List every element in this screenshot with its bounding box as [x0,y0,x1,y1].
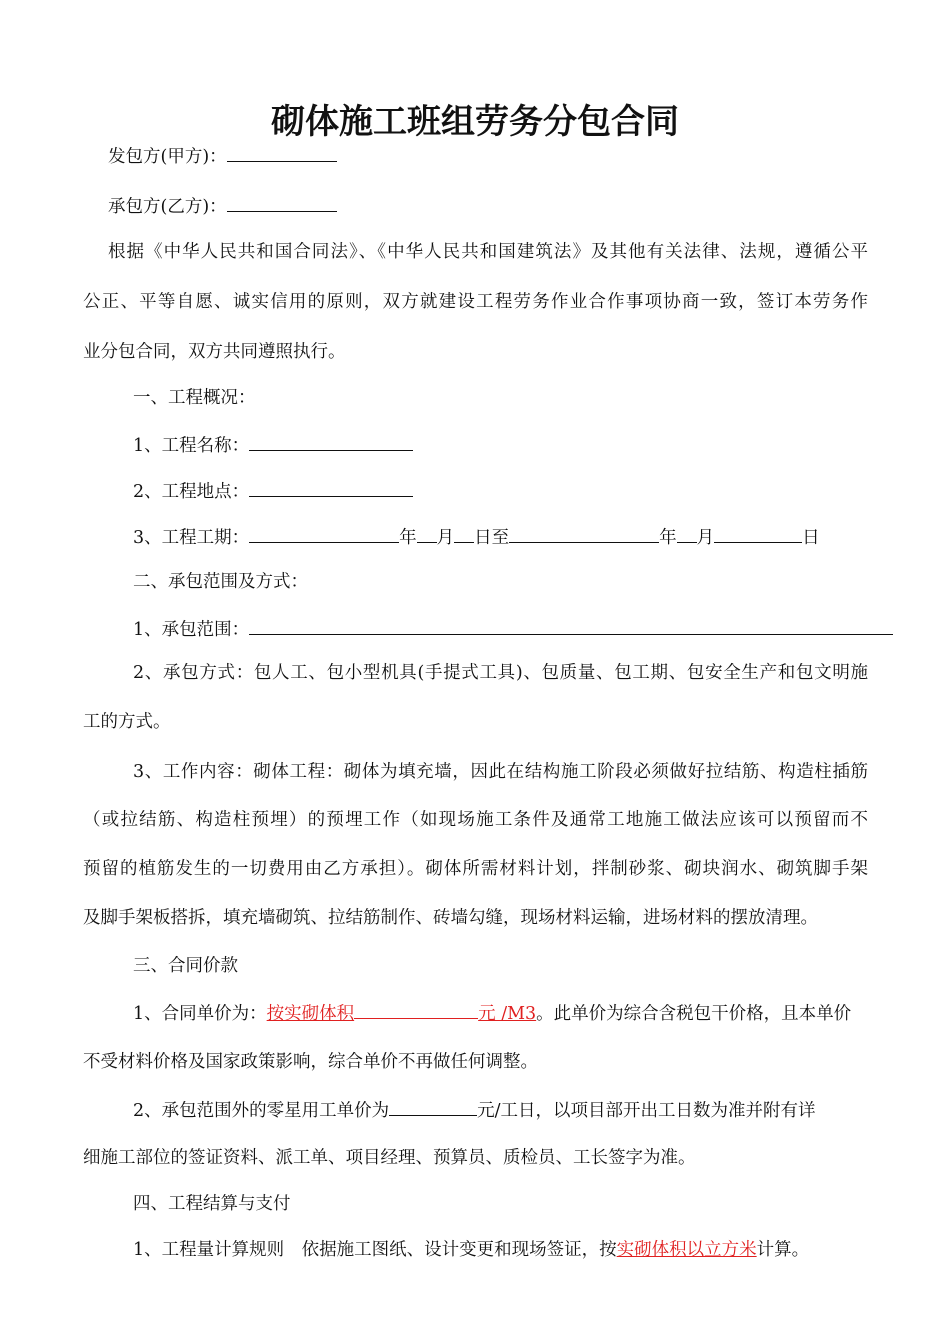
unit-price-line-2: 不受材料价格及国家政策影响，综合单价不再做任何调整。 [83,1052,538,1072]
unit-price-red-text: 按实砌体积 [266,1004,355,1024]
project-name-blank[interactable] [249,432,413,451]
misc-labor-suffix: 元/工日，以项目部开出工日数为准并附有详 [477,1101,816,1121]
misc-labor-prefix: 2、承包范围外的零星用工单价为 [133,1101,390,1121]
section2-heading: 二、承包范围及方式： [133,572,308,592]
party-b-label: 承包方(乙方)： [108,197,227,217]
section3-heading: 三、合同价款 [133,956,238,976]
unit-price-prefix: 1、合同单价为： [133,1004,267,1024]
day-to-label: 日至 [474,528,510,548]
party-b-line [108,193,337,219]
scope-blank[interactable] [249,616,893,635]
quantity-rule-red: 实砌体积以立方米 [616,1240,757,1260]
month-label-1: 月 [436,528,455,548]
quantity-rule-suffix: 计算。 [756,1240,810,1260]
start-day-blank[interactable] [454,524,474,543]
day-label: 日 [802,528,820,548]
project-location-blank[interactable] [249,478,413,497]
scope-label: 1、承包范围： [133,620,250,640]
quantity-rule-prefix: 1、工程量计算规则 依据施工图纸、设计变更和现场签证，按 [133,1240,617,1260]
quantity-rule-line [133,1238,809,1262]
start-year-blank[interactable] [249,524,399,543]
intro-line-1: 根据《中华人民共和国合同法》、《中华人民共和国建筑法》及其他有关法律、法规，遵循公平 [108,242,868,262]
project-period-line [133,524,820,550]
end-day-blank[interactable] [714,524,802,543]
method-line-1: 2、承包方式：包人工、包小型机具(手提式工具)、包质量、包工期、包安全生产和包文明施 [133,663,868,683]
scope-line [133,616,893,642]
year-label-2: 年 [659,528,677,548]
project-location-line [133,478,413,504]
unit-price-blank[interactable] [354,1000,478,1019]
work-line-4: 及脚手架板搭拆，填充墙砌筑、拉结筋制作、砖墙勾缝，现场材料运输，进场材料的摆放清理。 [83,908,818,928]
party-a-line [108,143,337,169]
project-period-label: 3、工程工期： [133,528,250,548]
party-a-label: 发包方(甲方)： [108,147,227,167]
party-b-blank[interactable] [227,193,337,212]
work-line-1: 3、工作内容：砌体工程：砌体为填充墙，因此在结构施工阶段必须做好拉结筋、构造柱插筋 [133,762,868,782]
project-name-label: 1、工程名称： [133,436,250,456]
intro-line-2: 公正、平等自愿、诚实信用的原则，双方就建设工程劳务作业合作事项协商一致，签订本劳务作 [83,292,868,312]
party-a-blank[interactable] [227,143,337,162]
month-label-2: 月 [696,528,715,548]
work-line-2: （或拉结筋、构造柱预埋）的预埋工作（如现场施工条件及通常工地施工做法应该可以预留而不 [83,810,868,830]
year-label-1: 年 [399,528,417,548]
end-year-blank[interactable] [509,524,659,543]
unit-price-suffix: 。此单价为综合含税包干价格，且本单价 [536,1004,852,1024]
unit-price-unit: 元 /M3 [478,1004,537,1024]
end-month-blank[interactable] [677,524,697,543]
misc-labor-line [133,1097,816,1123]
work-line-3: 预留的植筋发生的一切费用由乙方承担）。砌体所需材料计划，拌制砂浆、砌块润水、砌筑脚手架 [83,859,868,879]
misc-labor-line-2: 细施工部位的签证资料、派工单、项目经理、预算员、质检员、工长签字为准。 [83,1148,696,1168]
project-location-label: 2、工程地点： [133,482,250,502]
intro-line-3: 业分包合同，双方共同遵照执行。 [83,342,346,362]
project-name-line [133,432,413,458]
method-line-2: 工的方式。 [83,712,171,732]
document-title: 砌体施工班组劳务分包合同 [271,102,679,142]
misc-labor-blank[interactable] [389,1097,477,1116]
start-month-blank[interactable] [417,524,437,543]
section4-heading: 四、工程结算与支付 [133,1194,291,1214]
section1-heading: 一、工程概况： [133,388,256,408]
unit-price-line [133,1000,851,1026]
